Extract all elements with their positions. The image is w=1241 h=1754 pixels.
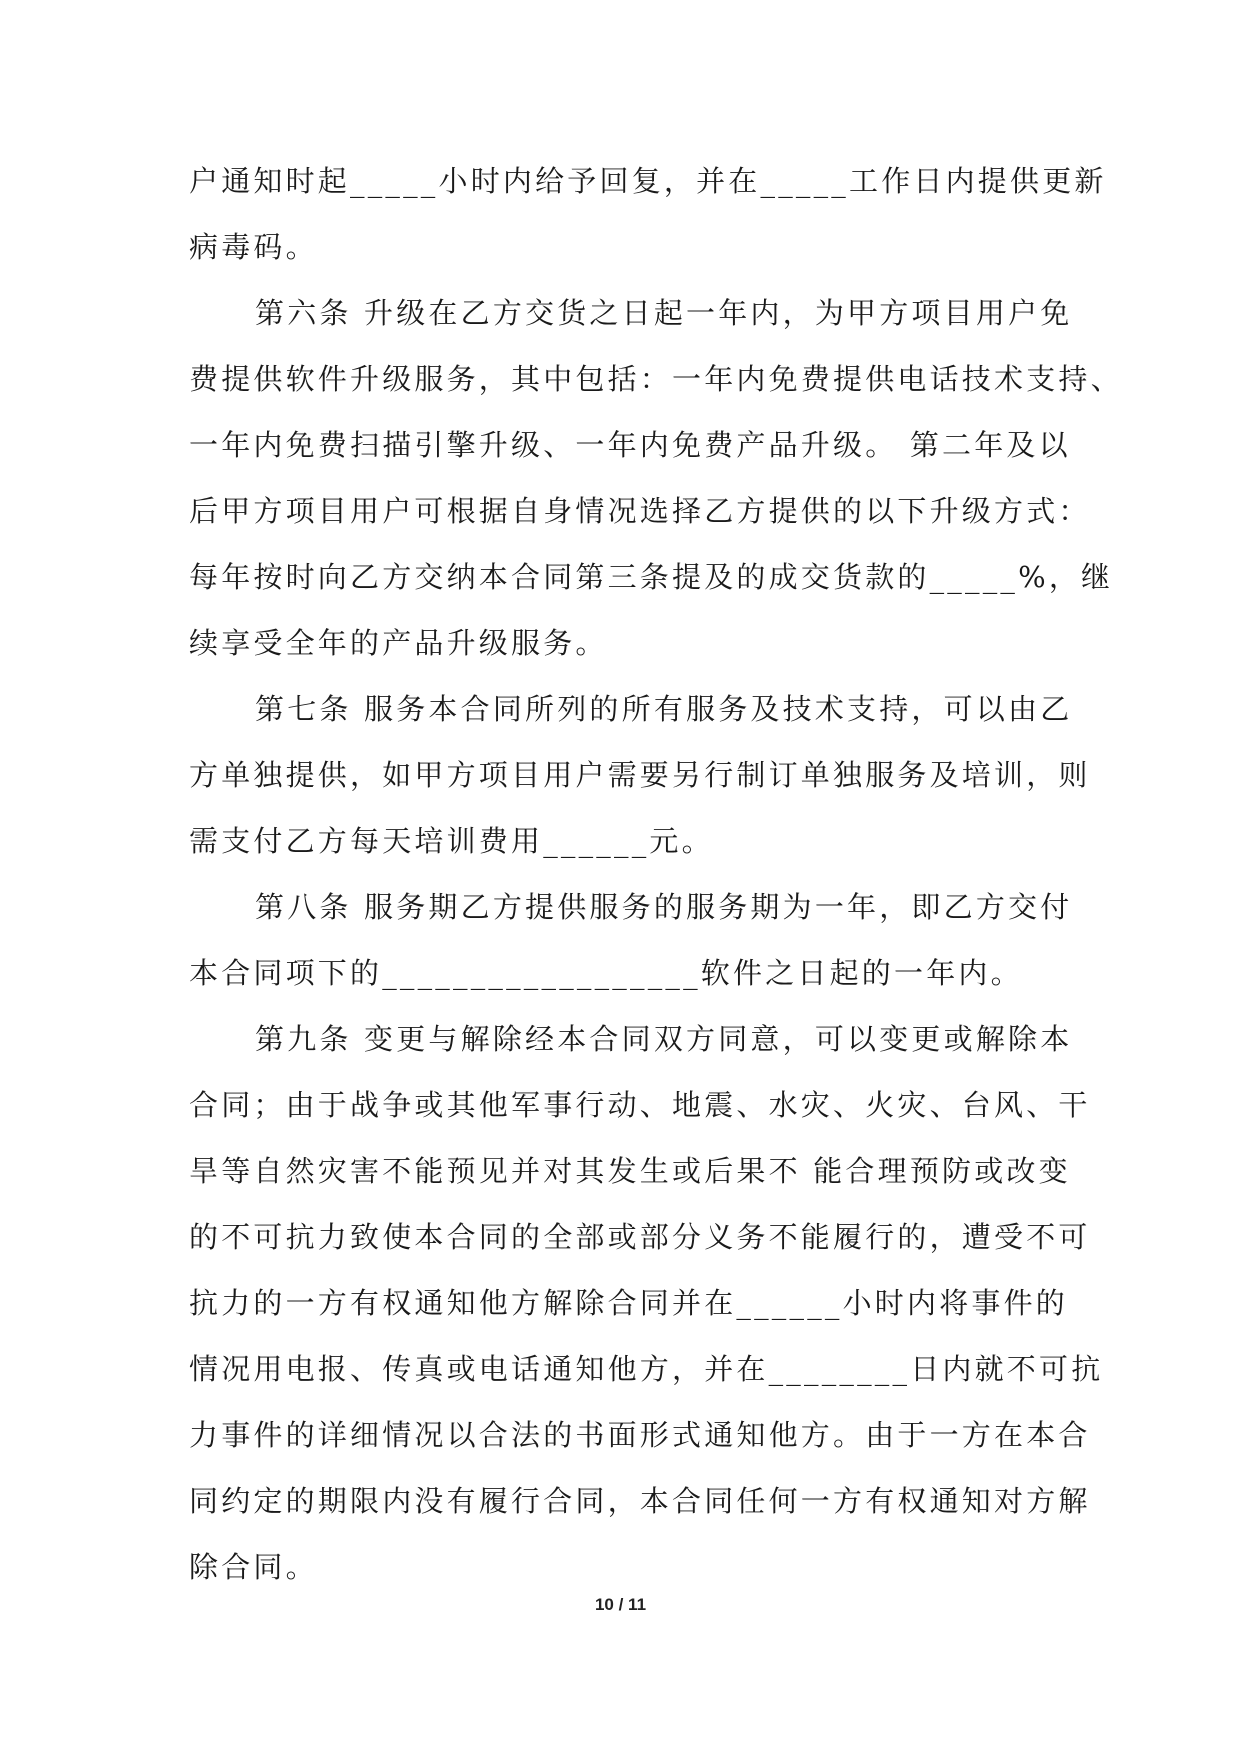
text-line: 合同；由于战争或其他军事行动、地震、水灾、火灾、台风、干	[189, 1088, 1091, 1122]
text-line: 需支付乙方每天培训费用______元。	[189, 824, 714, 858]
text-line: 力事件的详细情况以合法的书面形式通知他方。由于一方在本合	[189, 1418, 1091, 1452]
article-7-heading-line: 第七条 服务本合同所列的所有服务及技术支持，可以由乙	[255, 692, 1073, 726]
text-line: 费提供软件升级服务，其中包括：一年内免费提供电话技术支持、	[189, 362, 1123, 396]
text-line: 一年内免费扫描引擎升级、一年内免费产品升级。 第二年及以	[189, 428, 1071, 462]
text-line: 病毒码。	[189, 230, 318, 264]
text-line: 方单独提供，如甲方项目用户需要另行制订单独服务及培训，则	[189, 758, 1091, 792]
text-line: 户通知时起_____小时内给予回复，并在_____工作日内提供更新	[189, 164, 1107, 198]
text-line: 的不可抗力致使本合同的全部或部分义务不能履行的，遭受不可	[189, 1220, 1091, 1254]
contract-body	[189, 148, 1123, 1600]
text-line: 后甲方项目用户可根据自身情况选择乙方提供的以下升级方式：	[189, 494, 1091, 528]
text-line: 每年按时向乙方交纳本合同第三条提及的成交货款的_____%，继	[189, 560, 1114, 594]
article-8-heading-line: 第八条 服务期乙方提供服务的服务期为一年，即乙方交付	[255, 890, 1073, 924]
text-line: 本合同项下的__________________软件之日起的一年内。	[189, 956, 1023, 990]
text-line: 抗力的一方有权通知他方解除合同并在______小时内将事件的	[189, 1286, 1069, 1320]
page-number: 10 / 11	[594, 1595, 647, 1614]
text-line: 旱等自然灾害不能预见并对其发生或后果不 能合理预防或改变	[189, 1154, 1071, 1188]
text-line: 同约定的期限内没有履行合同，本合同任何一方有权通知对方解	[189, 1484, 1091, 1518]
text-line: 除合同。	[189, 1550, 318, 1584]
article-6-heading-line: 第六条 升级在乙方交货之日起一年内，为甲方项目用户免	[255, 296, 1073, 330]
article-9-heading-line: 第九条 变更与解除经本合同双方同意，可以变更或解除本	[255, 1022, 1073, 1056]
text-line: 情况用电报、传真或电话通知他方，并在________日内就不可抗	[189, 1352, 1104, 1386]
text-line: 续享受全年的产品升级服务。	[189, 626, 608, 660]
